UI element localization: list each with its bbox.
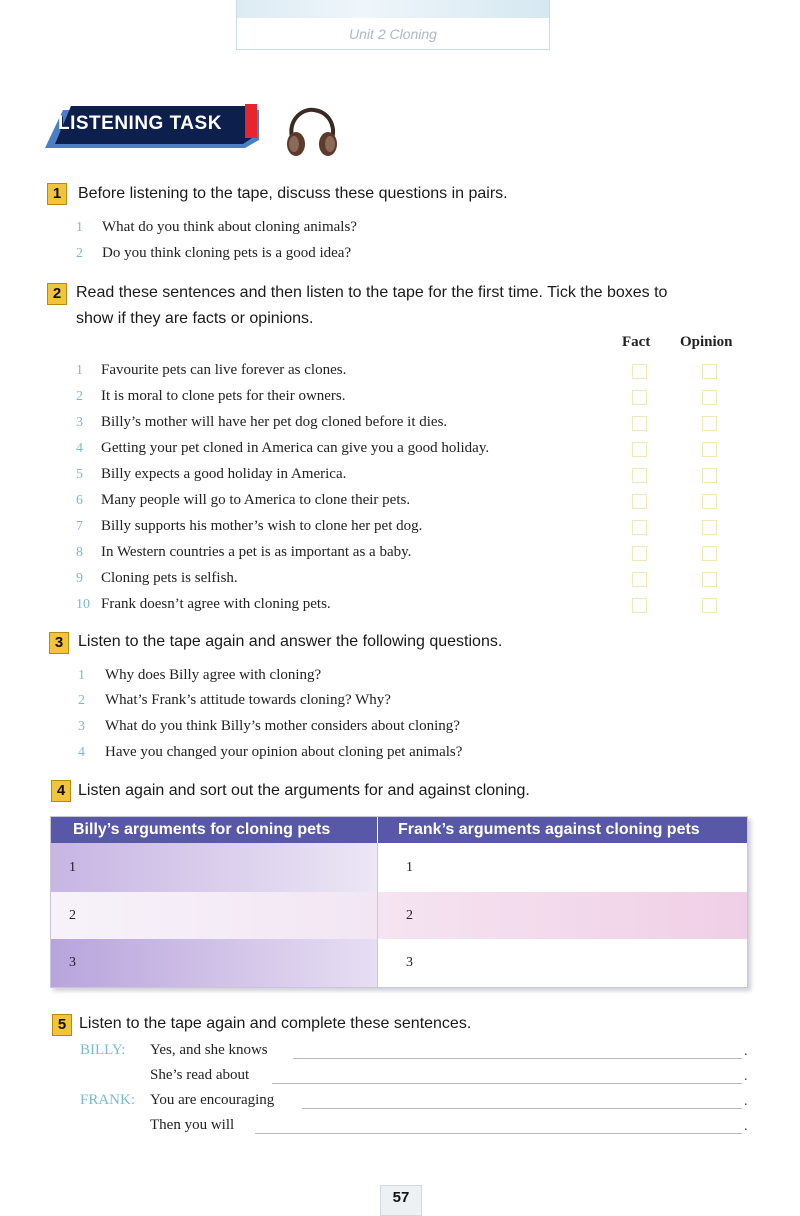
answer-line[interactable] (255, 1133, 742, 1134)
fact-checkbox[interactable] (632, 416, 647, 431)
billy-argument-cell[interactable]: 3 (51, 939, 377, 987)
opinion-checkbox[interactable] (702, 468, 717, 483)
banner-title: LISTENING TASK (58, 113, 222, 134)
fact-checkbox[interactable] (632, 494, 647, 509)
task-5-badge: 5 (52, 1014, 72, 1036)
fact-checkbox[interactable] (632, 468, 647, 483)
statement-number: 3 (76, 415, 83, 430)
frank-column-header: Frank’s arguments against cloning pets (377, 817, 747, 843)
statement-text: Getting your pet cloned in America can give you a good holiday. (101, 440, 490, 456)
statement-text: Favourite pets can live forever as clones. (101, 362, 347, 378)
statement-text: Cloning pets is selfish. (101, 570, 238, 586)
statement-number: 9 (76, 571, 83, 586)
fact-checkbox[interactable] (632, 572, 647, 587)
statement-number: 10 (76, 597, 90, 612)
fact-checkbox[interactable] (632, 520, 647, 535)
billy-argument-cell[interactable]: 2 (51, 892, 377, 939)
opinion-checkbox[interactable] (702, 546, 717, 561)
header-band (237, 0, 549, 18)
task-3-question: Why does Billy agree with cloning? (105, 667, 322, 683)
task-1-question: Do you think cloning pets is a good idea? (102, 245, 352, 261)
opinion-checkbox[interactable] (702, 520, 717, 535)
statement-text: In Western countries a pet is as important as a baby. (101, 544, 412, 560)
statement-number: 8 (76, 545, 83, 560)
task-3-question-number: 4 (78, 745, 85, 760)
sentence-start: You are encouraging (150, 1092, 275, 1108)
fact-checkbox[interactable] (632, 546, 647, 561)
billy-column-header: Billy’s arguments for cloning pets (51, 817, 377, 843)
opinion-checkbox[interactable] (702, 442, 717, 457)
task-2-instruction: Read these sentences and then listen to the tape for the first time. Tick the boxes to (76, 284, 668, 301)
task-5-instruction: Listen to the tape again and complete these sentences. (79, 1015, 472, 1032)
statement-text: Frank doesn’t agree with cloning pets. (101, 596, 331, 612)
task-3-question: Have you changed your opinion about cloning pet animals? (105, 744, 463, 760)
task-1-badge: 1 (47, 183, 67, 205)
statement-text: It is moral to clone pets for their owners. (101, 388, 346, 404)
task-1-instruction: Before listening to the tape, discuss these questions in pairs. (78, 185, 508, 202)
unit-header (236, 0, 550, 50)
opinion-checkbox[interactable] (702, 416, 717, 431)
unit-title: Unit 2 Cloning (349, 26, 437, 42)
opinion-checkbox[interactable] (702, 390, 717, 405)
task-3-question-number: 1 (78, 668, 85, 683)
statement-number: 5 (76, 467, 83, 482)
frank-argument-cell[interactable]: 2 (377, 892, 747, 939)
arguments-table (50, 816, 748, 988)
statement-text: Many people will go to America to clone their pets. (101, 492, 411, 508)
statement-number: 7 (76, 519, 83, 534)
task-3-question: What’s Frank’s attitude towards cloning? Why? (105, 692, 391, 708)
opinion-checkbox[interactable] (702, 572, 717, 587)
sentence-period: . (744, 1069, 748, 1084)
opinion-checkbox[interactable] (702, 598, 717, 613)
page-number: 57 (380, 1185, 422, 1216)
opinion-column-header: Opinion (680, 334, 733, 350)
headphones-icon (282, 104, 342, 160)
opinion-checkbox[interactable] (702, 364, 717, 379)
task-3-instruction: Listen to the tape again and answer the following questions. (78, 633, 503, 650)
task-2-instruction-cont: show if they are facts or opinions. (76, 310, 314, 327)
task-1-question-number: 2 (76, 246, 83, 261)
statement-number: 1 (76, 363, 83, 378)
sentence-period: . (744, 1119, 748, 1134)
task-3-question: What do you think Billy’s mother considers about cloning? (105, 718, 460, 734)
task-3-badge: 3 (49, 632, 69, 654)
task-4-instruction: Listen again and sort out the arguments for and against cloning. (78, 782, 530, 799)
task-1-question-number: 1 (76, 220, 83, 235)
speaker-label: BILLY: (80, 1042, 126, 1058)
fact-checkbox[interactable] (632, 364, 647, 379)
task-3-question-number: 2 (78, 693, 85, 708)
answer-line[interactable] (293, 1058, 742, 1059)
statement-number: 2 (76, 389, 83, 404)
sentence-start: She’s read about (150, 1067, 250, 1083)
sentence-period: . (744, 1044, 748, 1059)
answer-line[interactable] (302, 1108, 742, 1109)
statement-number: 4 (76, 441, 83, 456)
fact-column-header: Fact (622, 334, 651, 350)
sentence-start: Then you will (150, 1117, 235, 1133)
answer-line[interactable] (272, 1083, 742, 1084)
fact-checkbox[interactable] (632, 442, 647, 457)
task-4-badge: 4 (51, 780, 71, 802)
opinion-checkbox[interactable] (702, 494, 717, 509)
speaker-label: FRANK: (80, 1092, 136, 1108)
statement-text: Billy supports his mother’s wish to clone her pet dog. (101, 518, 423, 534)
fact-checkbox[interactable] (632, 598, 647, 613)
sentence-period: . (744, 1094, 748, 1109)
task-1-question: What do you think about cloning animals? (102, 219, 357, 235)
frank-argument-cell[interactable]: 3 (377, 939, 747, 987)
task-2-badge: 2 (47, 283, 67, 305)
statement-text: Billy’s mother will have her pet dog cloned before it dies. (101, 414, 448, 430)
billy-argument-cell[interactable]: 1 (51, 843, 377, 892)
task-3-question-number: 3 (78, 719, 85, 734)
statement-number: 6 (76, 493, 83, 508)
sentence-start: Yes, and she knows (150, 1042, 268, 1058)
fact-checkbox[interactable] (632, 390, 647, 405)
statement-text: Billy expects a good holiday in America. (101, 466, 347, 482)
frank-argument-cell[interactable]: 1 (377, 843, 747, 892)
